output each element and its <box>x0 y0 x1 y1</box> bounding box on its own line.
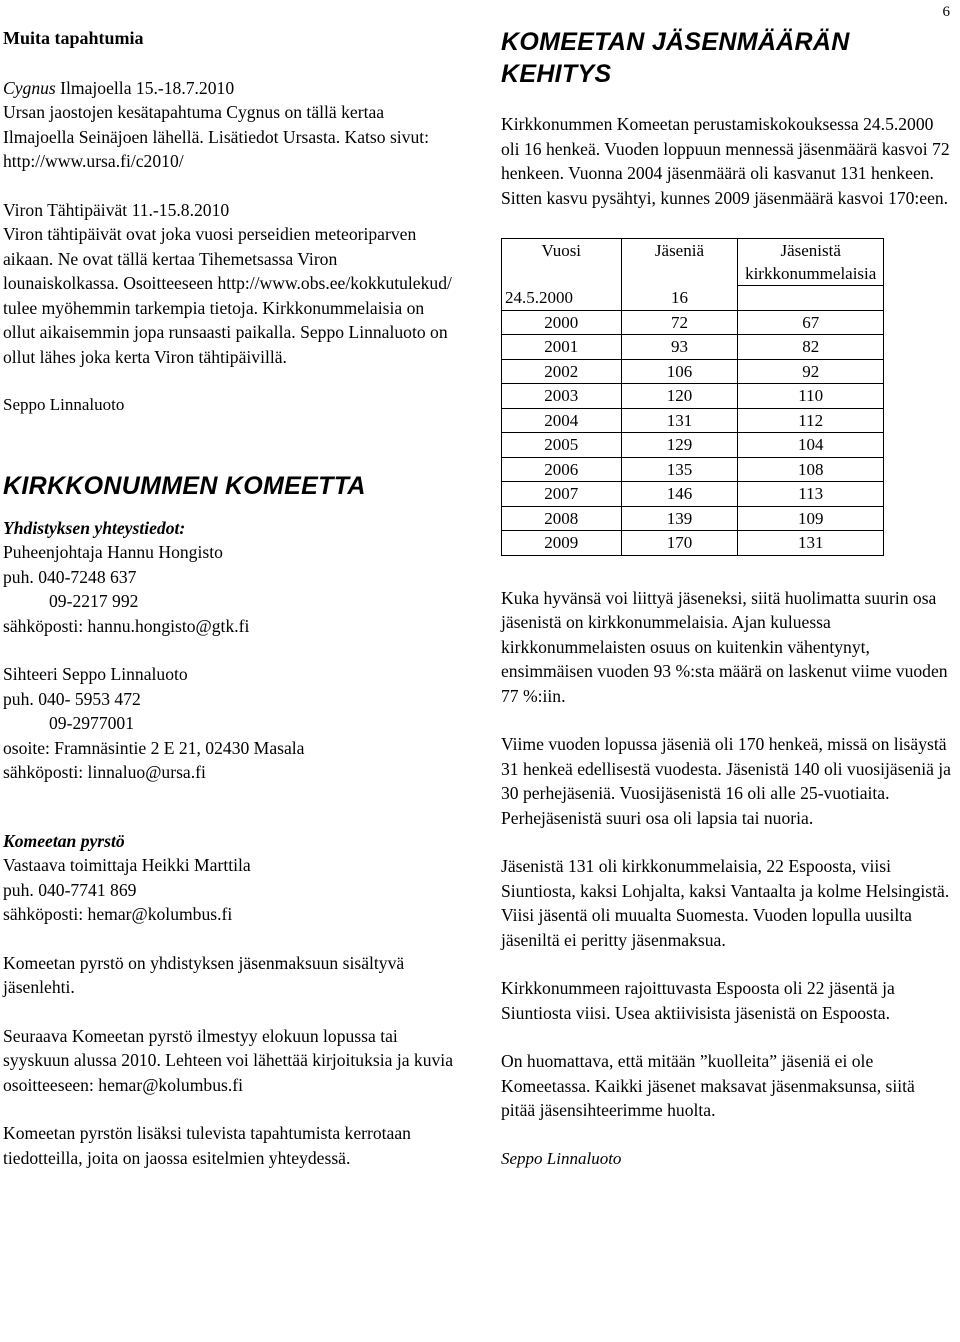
secretary-email: sähköposti: linnaluo@ursa.fi <box>3 762 206 782</box>
table-cell-local: 112 <box>738 408 884 433</box>
membership-para5: On huomattava, että mitään ”kuolleita” jäseniä ei ole Komeetassa. Kaikki jäsenet maksavat jäsenmaksunsa, siitä pitää jäsensihteerimme huolta. <box>501 1051 915 1120</box>
membership-table <box>501 238 884 556</box>
membership-signature: Seppo Linnaluoto <box>501 1148 622 1168</box>
table-cell-members: 16 <box>621 286 738 311</box>
secretary-phone2: 09-2977001 <box>49 713 135 733</box>
pyrsto-phone: puh. 040-7741 869 <box>3 879 137 900</box>
table-cell-members: 139 <box>621 506 738 531</box>
table-header-year: Vuosi <box>502 239 622 286</box>
table-row <box>502 286 884 311</box>
cygnus-heading-italic: Cygnus <box>3 77 56 98</box>
viron-body: Viron tähtipäivät ovat joka vuosi perseidien meteoriparven aikaan. Ne ovat tällä kertaa Tihemetsassa Viron lounaiskolkassa. Osoitteeseen http://www.obs.ee/kokkutulekud/ tulee myöhemmin tarkempia tietoja. Kirkkonummelaisia on ollut aikaisemmin jopa runsaasti paikalla. Seppo Linnaluoto on ollut lähes joka kerta Viron tähtipäivillä. <box>3 224 452 367</box>
secretary-phone1: puh. 040- 5953 472 <box>3 688 141 709</box>
table-cell-local: 92 <box>738 359 884 384</box>
cygnus-heading <box>3 76 455 101</box>
membership-para1: Kuka hyvänsä voi liittyä jäseneksi, siitä huolimatta suurin osa jäsenistä on kirkkonummelaisia. Ajan kuluessa kirkkonummelaisten osuus on kuitenkin vähentynyt, ensimmäisen vuoden 93 %:sta määrä on laskenut viime vuoden 77 %:iin. <box>501 587 948 706</box>
viron-heading: Viron Tähtipäivät 11.-15.8.2010 <box>3 199 230 220</box>
pyrsto-email: sähköposti: hemar@kolumbus.fi <box>3 904 233 924</box>
table-cell-local: 108 <box>738 457 884 482</box>
table-cell-members: 93 <box>621 335 738 360</box>
table-row <box>502 482 884 507</box>
page-number: 6 <box>942 4 950 20</box>
table-cell-members: 72 <box>621 310 738 335</box>
table-cell-local <box>738 286 884 311</box>
viron-signature: Seppo Linnaluoto <box>3 395 125 414</box>
table-cell-members: 170 <box>621 531 738 556</box>
contact-phone2: 09-2217 992 <box>49 591 139 611</box>
table-row <box>502 408 884 433</box>
table-row <box>502 506 884 531</box>
secretary-address: osoite: Framnäsintie 2 E 21, 02430 Masala <box>3 737 305 758</box>
membership-para4: Kirkkonummeen rajoittuvasta Espoosta oli 22 jäsentä ja Siuntiosta viisi. Usea aktiivisista jäsenistä on Espoosta. <box>501 978 895 1023</box>
membership-heading: KOMEETAN JÄSENMÄÄRÄN KEHITYS <box>501 28 850 88</box>
table-cell-year: 2002 <box>502 359 622 384</box>
right-column <box>501 26 953 1171</box>
table-cell-members: 106 <box>621 359 738 384</box>
table-cell-local: 67 <box>738 310 884 335</box>
table-row <box>502 359 884 384</box>
membership-para3: Jäsenistä 131 oli kirkkonummelaisia, 22 Espoosta, viisi Siuntiosta, kaksi Lohjalta, kaksi Vantaalta ja kolme Helsingistä. Viisi jäsentä oli muualta Suomesta. Vuoden lopulla uusilta jäseniltä ei peritty jäsenmaksua. <box>501 856 950 950</box>
table-cell-members: 146 <box>621 482 738 507</box>
table-cell-local: 82 <box>738 335 884 360</box>
table-cell-local: 109 <box>738 506 884 531</box>
contact-title: Yhdistyksen yhteystiedot: <box>3 517 186 538</box>
table-header-local: Jäsenistä kirkkonummelaisia <box>738 239 884 286</box>
table-row <box>502 433 884 458</box>
pyrsto-para3: Komeetan pyrstön lisäksi tulevista tapahtumista kerrotaan tiedotteilla, joita on jaossa esitelmien yhteydessä. <box>3 1123 411 1168</box>
table-cell-members: 129 <box>621 433 738 458</box>
club-heading: KIRKKONUMMEN KOMEETTA <box>3 471 366 500</box>
pyrsto-editor: Vastaava toimittaja Heikki Marttila <box>3 855 251 875</box>
table-cell-year: 2000 <box>502 310 622 335</box>
pyrsto-para1: Komeetan pyrstö on yhdistyksen jäsenmaksuun sisältyvä jäsenlehti. <box>3 952 405 997</box>
table-cell-members: 120 <box>621 384 738 409</box>
contact-email: sähköposti: hannu.hongisto@gtk.fi <box>3 615 250 636</box>
table-cell-year: 2006 <box>502 457 622 482</box>
table-cell-year: 2001 <box>502 335 622 360</box>
table-cell-year: 2008 <box>502 506 622 531</box>
table-header-members: Jäseniä <box>621 239 738 286</box>
table-cell-local: 113 <box>738 482 884 507</box>
table-cell-local: 110 <box>738 384 884 409</box>
table-row <box>502 335 884 360</box>
table-row <box>502 310 884 335</box>
table-cell-members: 131 <box>621 408 738 433</box>
table-cell-year: 24.5.2000 <box>502 286 622 311</box>
left-column <box>3 26 455 1170</box>
secretary: Sihteeri Seppo Linnaluoto <box>3 664 188 684</box>
pyrsto-title: Komeetan pyrstö <box>3 830 125 851</box>
table-cell-local: 131 <box>738 531 884 556</box>
table-cell-year: 2007 <box>502 482 622 507</box>
table-cell-year: 2009 <box>502 531 622 556</box>
table-row <box>502 457 884 482</box>
table-cell-year: 2003 <box>502 384 622 409</box>
table-cell-year: 2004 <box>502 408 622 433</box>
pyrsto-para2: Seuraava Komeetan pyrstö ilmestyy elokuun lopussa tai syyskuun alussa 2010. Lehteen voi lähettää kirjoituksia ja kuvia osoitteeseen: hemar@kolumbus.fi <box>3 1025 454 1095</box>
table-cell-members: 135 <box>621 457 738 482</box>
table-cell-year: 2005 <box>502 433 622 458</box>
membership-intro: Kirkkonummen Komeetan perustamiskokouksessa 24.5.2000 oli 16 henkeä. Vuoden loppuun mennessä jäsenmäärä kasvoi 72 henkeen. Vuonna 2004 jäsenmäärä oli kasvanut 131 henkeen. Sitten kasvu pysähtyi, kunnes 2009 jäsenmäärä kasvoi 170:een. <box>501 114 950 208</box>
table-row <box>502 531 884 556</box>
contact-chair: Puheenjohtaja Hannu Hongisto <box>3 542 223 562</box>
contact-phone1: puh. 040-7248 637 <box>3 566 137 587</box>
table-cell-local: 104 <box>738 433 884 458</box>
table-row <box>502 384 884 409</box>
cygnus-body: Ursan jaostojen kesätapahtuma Cygnus on tällä kertaa Ilmajoella Seinäjoen lähellä. Lisätiedot Ursasta. Katso sivut: http://www.ursa.fi/c2010/ <box>3 102 430 171</box>
events-title: Muita tapahtumia <box>3 28 144 48</box>
cygnus-heading-rest: Ilmajoella 15.-18.7.2010 <box>55 77 235 98</box>
membership-para2: Viime vuoden lopussa jäseniä oli 170 henkeä, missä on lisäystä 31 henkeä edellisestä vuodesta. Jäsenistä 140 oli vuosijäseniä ja 30 perhejäseniä. Vuosijäsenistä 16 oli alle 25-vuotiaita. Perhejäsenistä suuri osa oli lapsia tai nuoria. <box>501 734 951 828</box>
